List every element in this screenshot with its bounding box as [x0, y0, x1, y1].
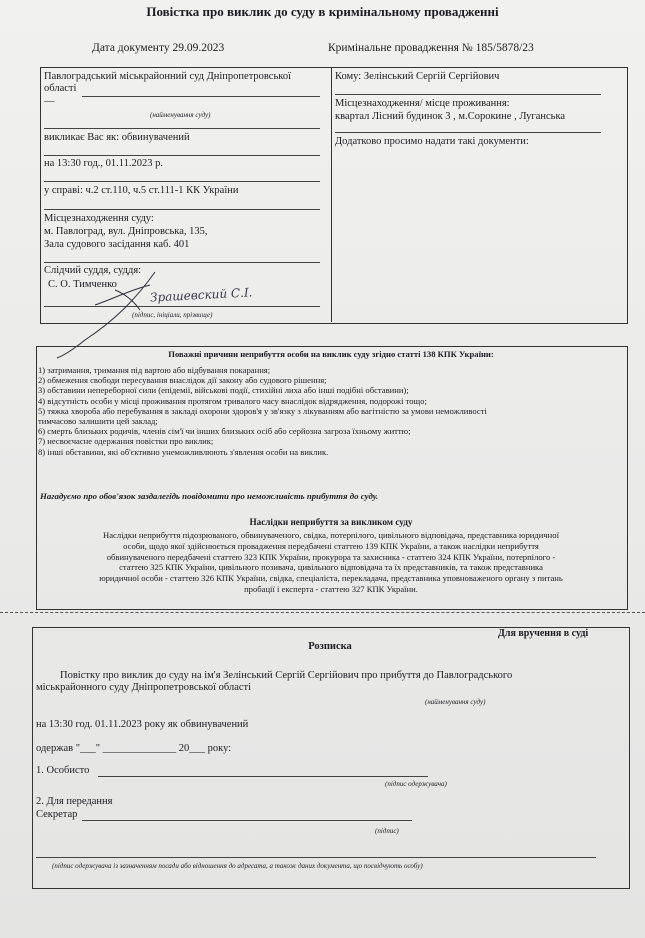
personal-signature-line [98, 776, 428, 777]
summons-document: Повістка про виклик до суду в кримінальному провадженні Дата документу 29.09.2023 Кримінальне провадження № 185/5878/23 Павлоградський міськрайонний суд Дніпропетровської області — (найменування суду) викликає Вас як: обвинувачений на 13:30 год., 01.11.2023 р. у справі: ч.2 ст.110, ч.5 ст.111-1 КК України Місцезнаходження суду: м. Павлоград, вул. Дніпровська, 135, Зала судового засідання каб. 401 Слідчий суддя, суддя: С. О. Тимченко Зрашевский С.І. (підпис, ініціали, прізвище) Кому: Зелінський Сергій Сергійович Місцезнаходження/ місце проживання: квартал Лісний будинок 3 , м.Сорокине , Луганська Додатково просимо надати такі документи: Поважні причини неприбуття особи на виклик суду згідно статті 138 КПК України: 1) затримання, тримання під вартою або відбування покарання; 2) обмеження свободи пересування внаслідок дії закону або судового рішення; 3) обставини непереборної сили (епідемії, військові події, стихійні лиха або інші подібні обставини); 4) відсутність особи у місці проживання протягом тривалого часу внаслідок відрядження, подорожі тощо; 5) тяжка хвороба або перебування в закладі охорони здоров'я у зв'язку з лікуванням або вагітністю за умови неможливості тимчасово залишити цей заклад; 6) смерть близьких родичів, членів сім'ї чи інших близьких осіб або серйозна загроза їхньому життю; 7) несвоєчасне одержання повістки про виклик; 8) інші обставини, які об'єктивно унеможливлюють з'явлення особи на виклик. Нагадуємо про обов'язок заздалегідь повідомити про неможливість прибуття до суду. Наслідки неприбуття за викликом суду Наслідки неприбуття підозрюваного, обвинуваченого, свідка, потерпілого, цивільного відповідача, представника юридичної особи, щодо якої здійснюється провадження передбачені статтею 139 КПК України, а також наслідки неприбуття обвинуваченого передбачені статтею 323 КПК України, прокурора та захисника - статтею 324 КПК України, потерпілого - статтею 325 КПК України, цивільного позивача, цивільного відповідача та їх представників, та також представника юридичної особи - статтею 326 КПК України, свідка, спеціаліста, перекладача, представника уповноваженого органу з питань пробації і експерта - статтею 327 КПК України. Для вручення в суді Розписка Повістку про виклик до суду на ім'я Зелінський Сергій Сергійович про прибуття до Павлоградського міськрайонного суду Дніпропетровської області (найменування суду) на 13:30 год. 01.11.2023 року як обвинувачений одержав "___" ______________ 20___ року: 1. Особисто (підпис одержувача) 2. Для передання Секретар (підпис) (підпис одержувача із зазначенням посади або відношення до адресата, а також даних документа, що посвідчують особу) [0, 0, 645, 938]
cut-line [0, 612, 645, 613]
consequences-heading: Наслідки неприбуття за викликом суду [249, 517, 413, 527]
consequences-line: юридичної особи - статтею 326 КПК України, свідка, спеціаліста, перекладача, представника уповноваженого органу з питань [99, 573, 563, 584]
receiver-signature-caption: (підпис одержувача) [385, 780, 447, 788]
reasons-list [38, 365, 628, 457]
secretary-label: Секретар [36, 809, 78, 820]
receipt-text-line1: Повістку про виклик до суду на ім'я Зелінський Сергій Сергійович про прибуття до Павлоградського [60, 670, 513, 681]
list-item: 7) несвоєчасне одержання повістки про виклик; [38, 436, 214, 447]
document-title: Повістка про виклик до суду в кримінальному провадженні [146, 4, 499, 19]
document-date: Дата документу 29.09.2023 [92, 42, 225, 54]
list-item: 3) обставини непереборної сили (епідемії, військові події, стихійні лиха або інші подібні обставини); [38, 385, 409, 396]
table-divider [331, 67, 332, 322]
list-item: 5) тяжка хвороба або перебування в закладі охорони здоров'я у зв'язку з лікуванням або вагітністю за умови неможливості [38, 405, 487, 416]
court-hall: Зала судового засідання каб. 401 [44, 239, 190, 250]
hearing-time: на 13:30 год., 01.11.2023 р. [44, 158, 164, 169]
receipt-text-line2: міськрайонного суду Дніпропетровської області [36, 682, 252, 693]
judge-signature: Зрашевский С.І. [149, 285, 253, 305]
court-location-address: м. Павлоград, вул. Дніпровська, 135, [44, 226, 208, 237]
documents-label: Додатково просимо надати такі документи: [335, 136, 529, 147]
case-number: Кримінальне провадження № 185/5878/23 [328, 42, 534, 54]
list-item: 6) смерть близьких родичів, членів сім'ї чи інших близьких осіб або серйозна загроза їхньому життю; [38, 426, 411, 437]
court-name-line2: області [44, 83, 77, 94]
receipt-time: на 13:30 год. 01.11.2023 року як обвинувачений [36, 719, 249, 730]
residence-address: квартал Лісний будинок 3 , м.Сорокине , Луганська [335, 111, 566, 122]
judge-label: Слідчий суддя, суддя: [44, 265, 142, 276]
consequences-line: особи, щодо якої здійснюється провадження передбачені статтею 139 КПК України, а також наслідки неприбуття [123, 540, 539, 551]
residence-label: Місцезнаходження/ місце проживання: [335, 98, 510, 109]
judge-name: С. О. Тимченко [48, 279, 117, 290]
bottom-caption: (підпис одержувача із зазначенням посади або відношення до адресата, а також даних документа, що посвідчують особу) [52, 862, 423, 870]
court-location-label: Місцезнаходження суду: [44, 213, 154, 224]
reasons-heading: Поважні причини неприбуття особи на виклик суду згідно статті 138 КПК України: [168, 349, 494, 359]
receipt-title: Розписка [308, 641, 352, 652]
list-item: 2) обмеження свободи пересування внаслідок дії закону або судового рішення; [38, 375, 327, 386]
summons-role: викликає Вас як: обвинувачений [44, 132, 190, 143]
receipt-box [32, 627, 630, 889]
list-item: тимчасово залишити цей заклад; [38, 416, 158, 427]
consequences-text [38, 530, 624, 595]
secretary-signature-line [82, 820, 412, 821]
consequences-line: пробації і експерта - статтею 327 КПК України. [244, 583, 418, 594]
secretary-signature-caption: (підпис) [375, 827, 399, 835]
addressee: Кому: Зелінський Сергій Сергійович [335, 71, 500, 82]
bottom-signature-line [36, 857, 596, 858]
signature-caption: (підпис, ініціали, прізвище) [132, 311, 213, 319]
for-delivery-label: Для вручення в суді [498, 628, 589, 639]
case-subject: у справі: ч.2 ст.110, ч.5 ст.111-1 КК України [44, 185, 239, 196]
received-date: одержав "___" ______________ 20___ року: [36, 743, 232, 754]
court-caption: (найменування суду) [150, 111, 211, 119]
consequences-line: Наслідки неприбуття підозрюваного, обвинуваченого, свідка, потерпілого, цивільного відповідача, представника юридичної [103, 530, 559, 540]
court-underline [82, 96, 320, 97]
receipt-court-caption: (найменування суду) [425, 698, 486, 706]
warning-text: Нагадуємо про обов'язок заздалегідь повідомити про неможливість прибуття до суду. [40, 491, 379, 501]
list-item: 8) інші обставини, які об'єктивно унеможливлюють з'явлення особи на виклик. [38, 446, 329, 457]
personal-label: 1. Особисто [36, 765, 90, 776]
transfer-label: 2. Для передання [36, 796, 113, 807]
consequences-line: статтею 325 КПК України, цивільного позивача, цивільного відповідача та їх представників, та також представника [119, 562, 543, 573]
consequences-line: обвинуваченого передбачені статтею 323 КПК України, прокурора та захисника - статтею 324 КПК України, потерпілого - [106, 551, 556, 562]
court-name-line1: Павлоградський міськрайонний суд Дніпропетровської [44, 71, 291, 82]
list-item: 4) відсутність особи у місці проживання протягом тривалого часу внаслідок відрядження, подорожі тощо; [38, 395, 427, 406]
list-item: 1) затримання, тримання під вартою або відбування покарання; [38, 365, 271, 375]
